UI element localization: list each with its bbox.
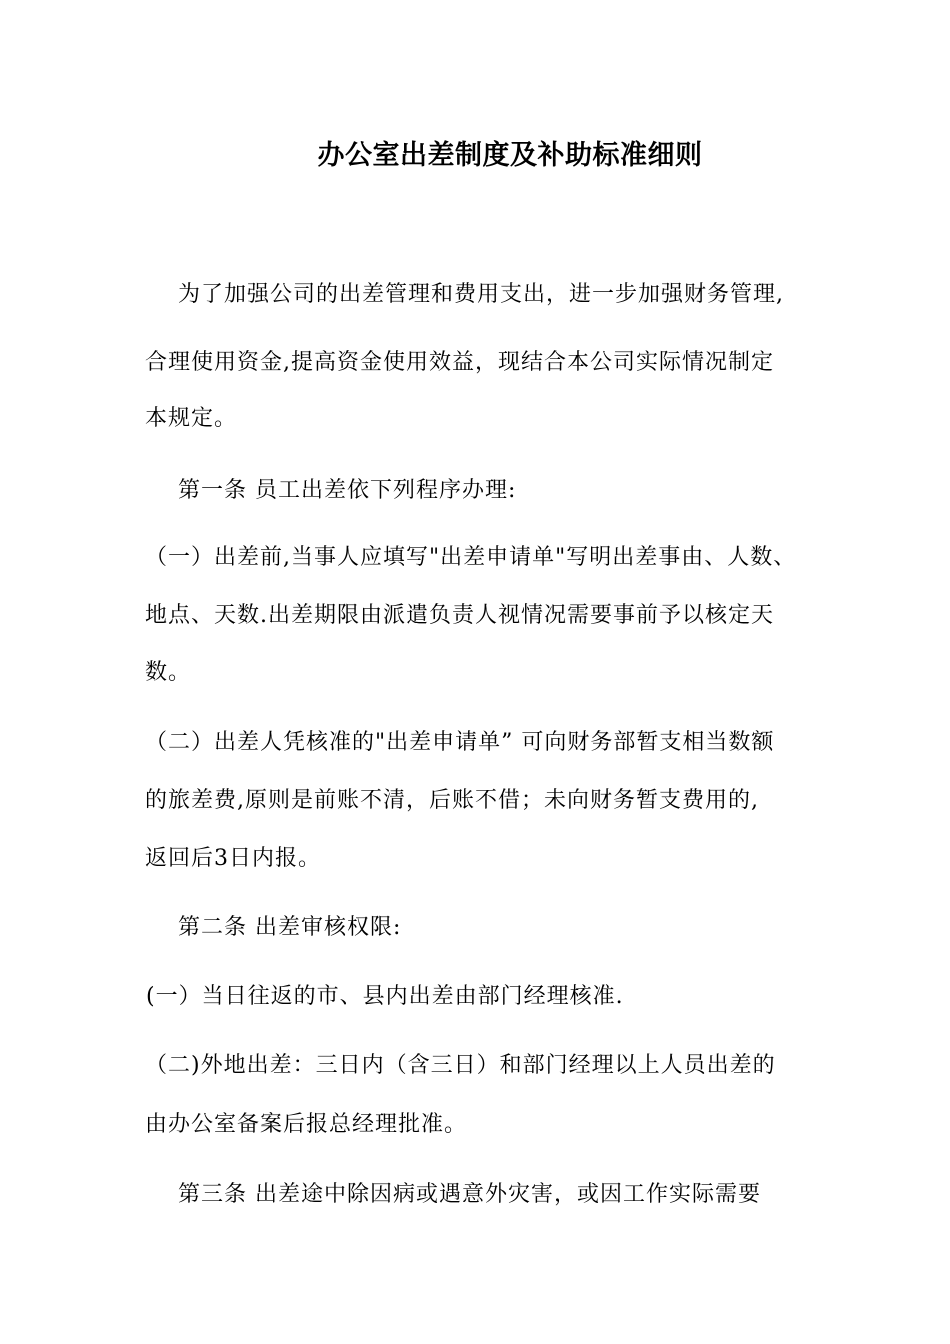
paragraph-line: （二)外地出差：三日内（含三日）和部门经理以上人员出差的: [145, 1053, 776, 1078]
paragraph-line: 由办公室备案后报总经理批准。: [145, 1112, 468, 1137]
article-heading: 第一条 员工出差依下列程序办理:: [178, 478, 517, 503]
paragraph-line: 地点、天数.出差期限由派遣负责人视情况需要事前予以核定天: [145, 603, 774, 628]
paragraph-line: (一）当日往返的市、县内出差由部门经理核准.: [146, 984, 624, 1009]
article-heading: 第二条 出差审核权限:: [178, 915, 402, 940]
paragraph-line: 合理使用资金,提高资金使用效益，现结合本公司实际情况制定: [145, 350, 774, 375]
paragraph-line: 的旅差费,原则是前账不清，后账不借；未向财务暂支费用的,: [145, 788, 759, 813]
paragraph-line: 数。: [145, 660, 192, 685]
paragraph-line: 本规定。: [145, 406, 238, 431]
paragraph-line: （一）出差前,当事人应填写"出差申请单"写明出差事由、人数、: [145, 545, 797, 570]
article-heading: 第三条 出差途中除因病或遇意外灾害，或因工作实际需要: [178, 1182, 761, 1207]
paragraph-line: （二）出差人凭核准的"出差申请单” 可向财务部暂支相当数额: [145, 730, 775, 755]
paragraph-line: 为了加强公司的出差管理和费用支出，进一步加强财务管理,: [178, 282, 784, 307]
document-title: 办公室出差制度及补助标准细则: [317, 140, 703, 171]
paragraph-line: 返回后3日内报。: [145, 846, 321, 871]
